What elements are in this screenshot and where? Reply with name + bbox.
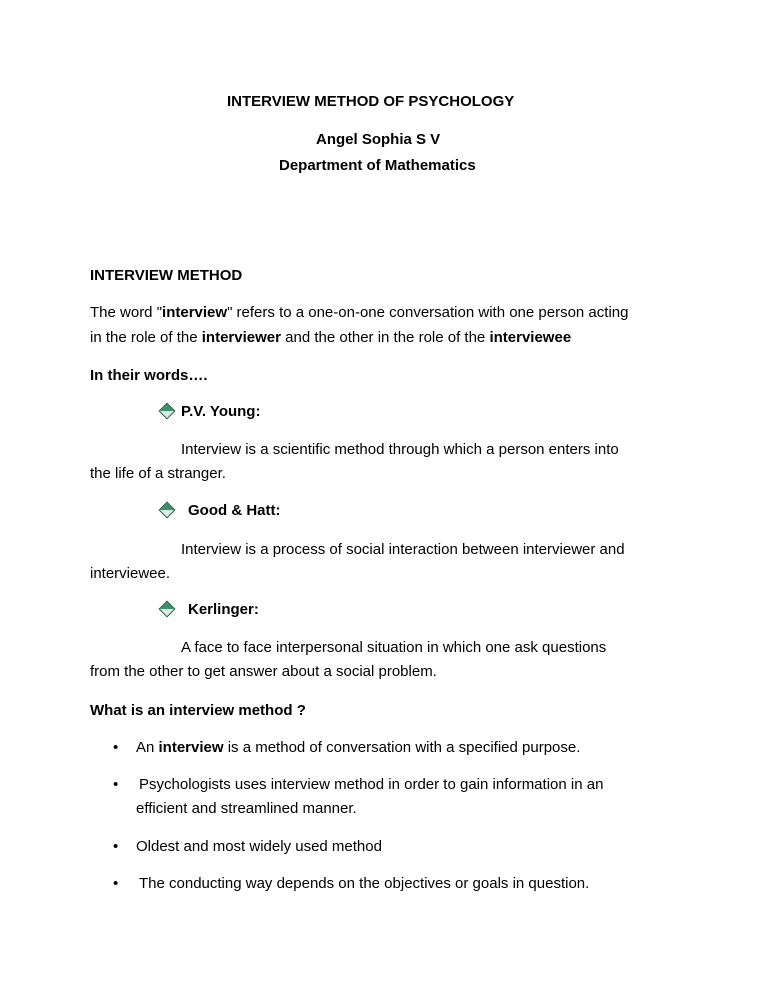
section-heading-interview-method: INTERVIEW METHOD <box>90 267 243 284</box>
diamond-bullet-icon <box>159 502 176 519</box>
bullet-icon: • <box>113 838 119 855</box>
bullet-item <box>136 737 580 759</box>
bold-term-interview: interview <box>158 739 224 756</box>
text-run: The word " <box>90 304 163 321</box>
text-run: An <box>136 739 159 756</box>
diamond-bullet-icon <box>159 403 176 420</box>
paragraph-line-2 <box>90 327 571 349</box>
definition-text-line: A face to face interpersonal situation in which one ask questions <box>181 639 607 656</box>
definition-text-line: Interview is a scientific method through which a person enters into <box>181 441 619 458</box>
definition-author-young: P.V. Young: <box>181 403 261 420</box>
text-run: and the other in the role of the <box>280 329 490 346</box>
text-run: is a method of conversation with a specified purpose. <box>223 739 581 756</box>
bullet-item: The conducting way depends on the objectives or goals in question. <box>139 875 590 892</box>
bullet-item: Oldest and most widely used method <box>136 838 382 855</box>
definition-text-line: the life of a stranger. <box>90 465 226 482</box>
document-title: INTERVIEW METHOD OF PSYCHOLOGY <box>227 93 515 110</box>
bullet-icon: • <box>113 739 119 756</box>
author-name: Angel Sophia S V <box>316 131 441 148</box>
department-name: Department of Mathematics <box>279 157 476 174</box>
definition-author-good-hatt: Good & Hatt: <box>188 502 281 519</box>
bullet-item-continuation: efficient and streamlined manner. <box>136 800 357 817</box>
bullet-icon: • <box>113 776 119 793</box>
section-heading-in-their-words: In their words…. <box>90 367 208 384</box>
definition-text-line: interviewee. <box>90 565 171 582</box>
bold-term-interviewer: interviewer <box>201 329 281 346</box>
section-heading-what-is: What is an interview method ? <box>90 702 306 719</box>
bold-term-interviewee: interviewee <box>489 329 572 346</box>
text-run: in the role of the <box>90 329 202 346</box>
paragraph-line-1 <box>90 302 628 324</box>
definition-author-kerlinger: Kerlinger: <box>188 601 259 618</box>
text-run: " refers to a one-on-one conversation with one person acting <box>227 304 629 321</box>
diamond-bullet-icon <box>159 601 176 618</box>
definition-text-line: Interview is a process of social interaction between interviewer and <box>181 541 625 558</box>
bold-term-interview: interview <box>162 304 228 321</box>
definition-text-line: from the other to get answer about a social problem. <box>90 663 437 680</box>
bullet-icon: • <box>113 875 119 892</box>
bullet-item: Psychologists uses interview method in order to gain information in an <box>139 776 604 793</box>
